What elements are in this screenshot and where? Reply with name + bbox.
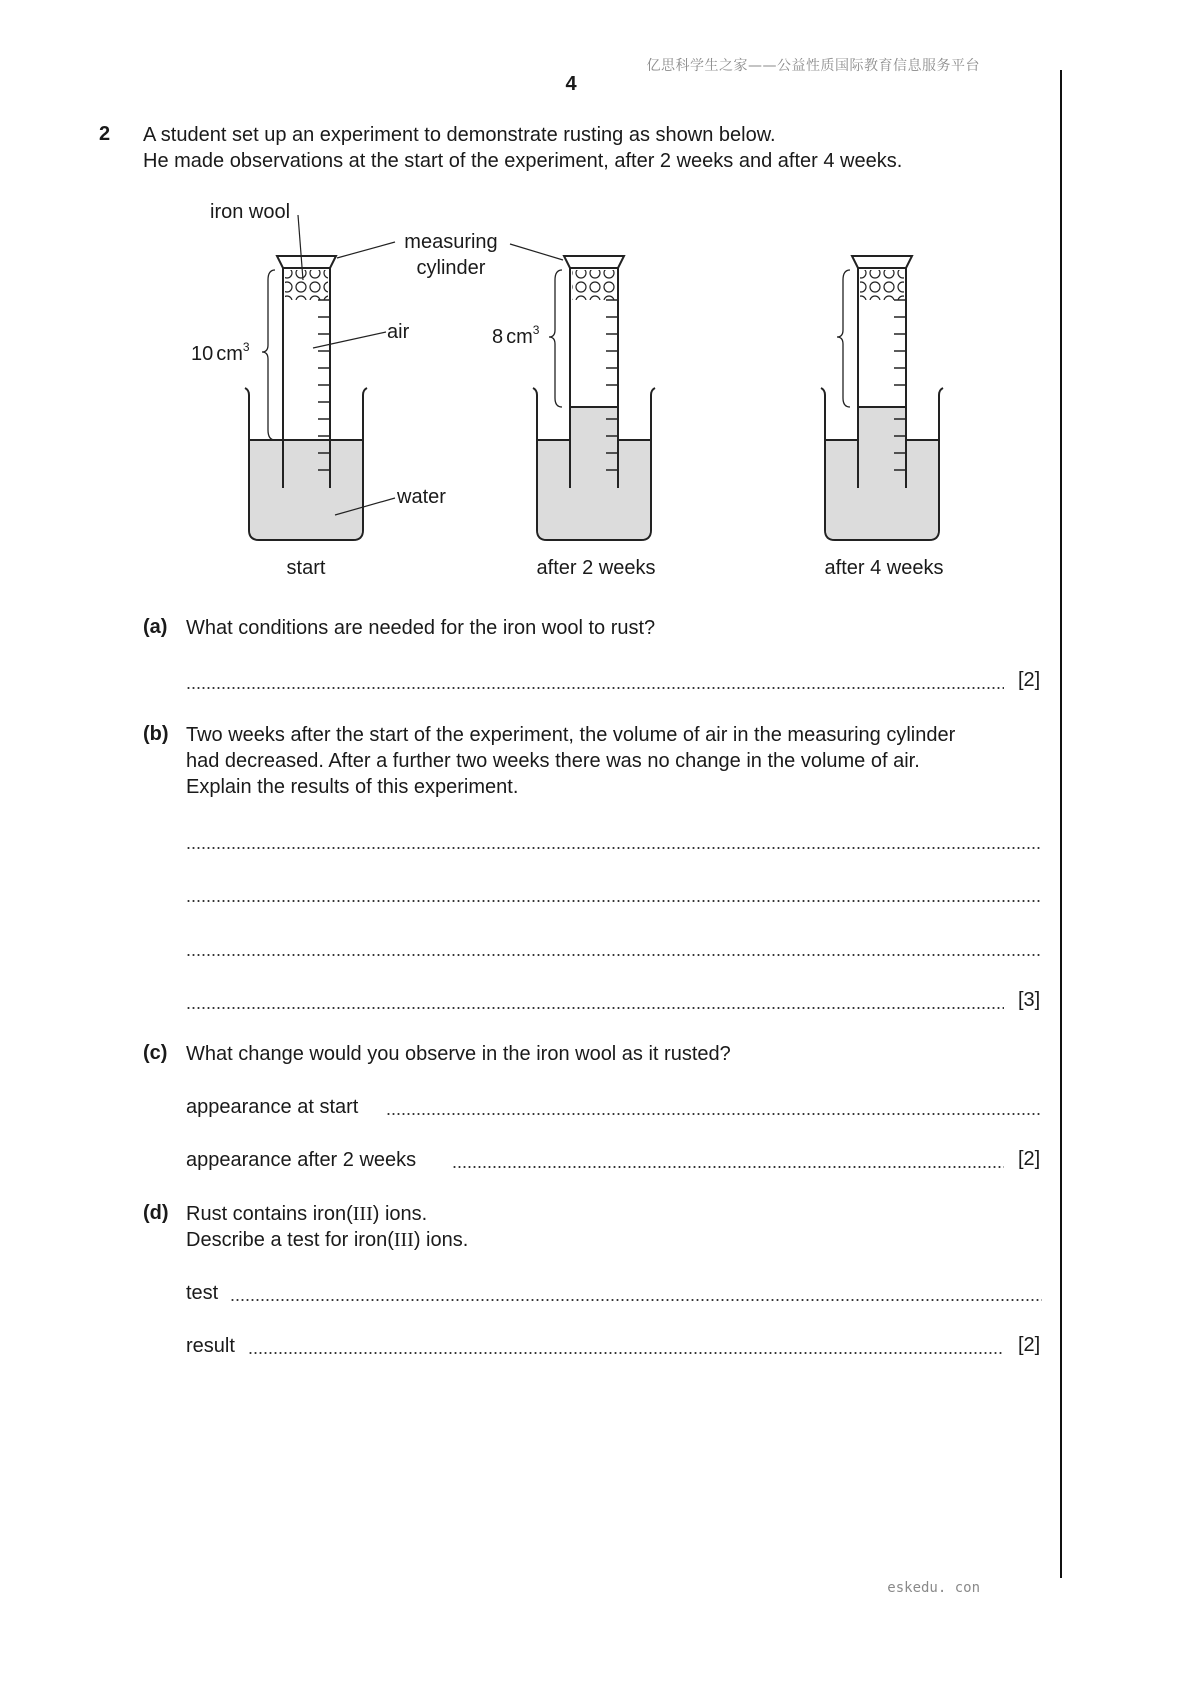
setup-after-2-weeks (510, 244, 655, 540)
part-d-mark: [2] (1018, 1334, 1041, 1356)
part-a-label: (a) (143, 616, 168, 638)
margin-rule (1060, 70, 1062, 1578)
part-d-label: (d) (143, 1202, 169, 1224)
part-c-mark: [2] (1018, 1148, 1041, 1170)
brace-start (262, 270, 275, 440)
iron-wool-icon (285, 270, 328, 300)
header-watermark: 亿思科学生之家——公益性质国际教育信息服务平台 (646, 58, 980, 74)
part-c-question: What change would you observe in the iron wool as it rusted? (186, 1043, 731, 1065)
footer-watermark: eskedu. con (887, 1580, 980, 1596)
iron-wool-icon (572, 270, 616, 300)
appearance-2-weeks-label: appearance after 2 weeks (186, 1149, 417, 1171)
answer-line-appearance-2-weeks[interactable] (452, 1166, 1004, 1168)
page-number: 4 (565, 73, 577, 95)
intro-line-2: He made observations at the start of the experiment, after 2 weeks and after 4 weeks. (143, 150, 903, 172)
intro-line-1: A student set up an experiment to demonstrate rusting as shown below. (143, 124, 776, 146)
caption-after-4-weeks: after 4 weeks (824, 557, 944, 579)
brace-4-weeks (837, 270, 850, 407)
part-d-line-2: Describe a test for iron(III) ions. (186, 1229, 469, 1251)
answer-line-result[interactable] (248, 1352, 1004, 1354)
label-cylinder: cylinder (416, 257, 486, 279)
volume-2-weeks-label: 8 $cm^3$ (492, 323, 540, 348)
rusting-apparatus-diagram (0, 0, 1060, 600)
answer-line-test[interactable] (230, 1299, 1042, 1301)
test-label: test (186, 1282, 219, 1304)
part-b-mark: [3] (1018, 989, 1041, 1011)
result-label: result (186, 1335, 235, 1357)
part-a-mark: [2] (1018, 669, 1041, 691)
answer-line-a[interactable] (186, 687, 1004, 689)
volume-start-label: 10 $cm^3$ (191, 340, 250, 365)
part-d-question (186, 1201, 468, 1253)
setup-start (245, 215, 395, 540)
part-b-label: (b) (143, 723, 169, 745)
part-d-line-1: Rust contains iron(III) ions. (186, 1203, 428, 1225)
answer-line-b3[interactable] (186, 954, 1042, 956)
label-measuring: measuring (404, 231, 498, 253)
question-number: 2 (99, 123, 111, 145)
answer-line-b1[interactable] (186, 847, 1042, 849)
label-air: air (387, 321, 410, 343)
part-b-question (186, 722, 955, 800)
appearance-start-label: appearance at start (186, 1096, 359, 1118)
part-b-line-2: had decreased. After a further two weeks there was no change in the volume of air. (186, 750, 920, 772)
setup-after-4-weeks (821, 256, 943, 540)
answer-line-b2[interactable] (186, 900, 1042, 902)
part-b-line-3: Explain the results of this experiment. (186, 776, 519, 798)
caption-start: start (286, 557, 326, 579)
caption-after-2-weeks: after 2 weeks (536, 557, 656, 579)
label-water: water (397, 486, 446, 508)
part-c-label: (c) (143, 1042, 168, 1064)
answer-line-b4[interactable] (186, 1007, 1004, 1009)
brace-2-weeks (549, 270, 562, 407)
label-iron-wool: iron wool (210, 201, 291, 223)
answer-line-appearance-start[interactable] (386, 1113, 1042, 1115)
part-a-question: What conditions are needed for the iron wool to rust? (186, 617, 656, 639)
iron-wool-icon (860, 270, 904, 300)
part-b-line-1: Two weeks after the start of the experiment, the volume of air in the measuring cylinder (186, 724, 956, 746)
